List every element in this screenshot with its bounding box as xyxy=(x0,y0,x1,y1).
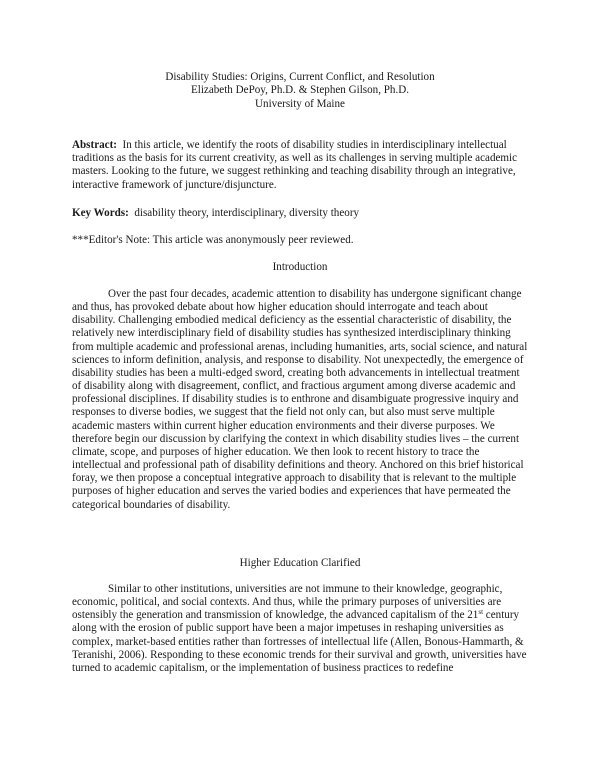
title-block xyxy=(0,71,600,111)
higher-education-heading: Higher Education Clarified xyxy=(239,557,361,569)
abstract xyxy=(72,139,532,192)
abstract-label: Abstract: xyxy=(72,139,117,151)
introduction-heading: Introduction xyxy=(272,261,328,273)
keywords-text: disability theory, interdisciplinary, diversity theory xyxy=(134,207,360,219)
keywords-label: Key Words: xyxy=(72,207,129,219)
editors-note: ***Editor's Note: This article was anonymously peer reviewed. xyxy=(72,234,354,246)
article-title: Disability Studies: Origins, Current Conflict, and Resolution xyxy=(165,71,435,83)
affiliation: University of Maine xyxy=(255,97,345,110)
higher-education-text-2: century along with the erosion of public support have been a major impetuses in reshaping universities as complex, market-based entities rather than fortresses of intellectual life (Allen, Bonous-Hammarth, & Teranishi, 2006). Responding to these economic trends for their survival and growth, universities have turned to academic capitalism, or the implementation of business practices to redefine xyxy=(72,609,527,674)
introduction-paragraph: Over the past four decades, academic attention to disability has undergone significant change and thus, has provoked debate about how higher education should interrogate and teach about disability. Challenging embodied medical deficiency as the essential characteristic of disability, the relatively new interdisciplinary field of disability studies has synthesized interdisciplinary thinking from multiple academic and professional arenas, including humanities, arts, social science, and natural sciences to inform definition, analysis, and response to disability. Not unexpectedly, the emergence of disability studies has been a multi-edged sword, creating both advancements in intellectual treatment of disability along with disagreement, conflict, and fractious argument among diverse academic and professional disciplines. If disability studies is to enthrone and disambiguate progressive inquiry and responses to diverse bodies, we suggest that the field not only can, but also must serve multiple academic masters within current higher education environments and their diverse purposes. We therefore begin our discussion by clarifying the context in which disability studies lives – the current climate, scope, and purposes of higher education. We then look to recent history to trace the intellectual and professional path of disability definitions and theory. Anchored on this brief historical foray, we then propose a conceptual integrative approach to disability that is relevant to the multiple purposes of higher education and serves the varied bodies and experiences that have permeated the categorical boundaries of disability. xyxy=(72,288,528,511)
higher-education-paragraph xyxy=(72,583,532,675)
authors: Elizabeth DePoy, Ph.D. & Stephen Gilson, Ph.D. xyxy=(190,84,410,97)
keywords xyxy=(72,207,532,220)
ordinal-suffix: st xyxy=(478,608,484,617)
abstract-text: In this article, we identify the roots of disability studies in interdisciplinary intellectual traditions as the basis for its current creativity, as well as its challenges in serving multiple academic masters. Looking to the future, we suggest rethinking and teaching disability through an integrative, interactive framework of juncture/disjuncture. xyxy=(72,139,518,191)
higher-education-text-1: Similar to other institutions, universities are not immune to their knowledge, geographic, economic, political, and social contexts. And thus, while the primary purposes of universities are ostensibly the generation and transmission of knowledge, the advanced capitalism of the 21 xyxy=(72,583,503,622)
